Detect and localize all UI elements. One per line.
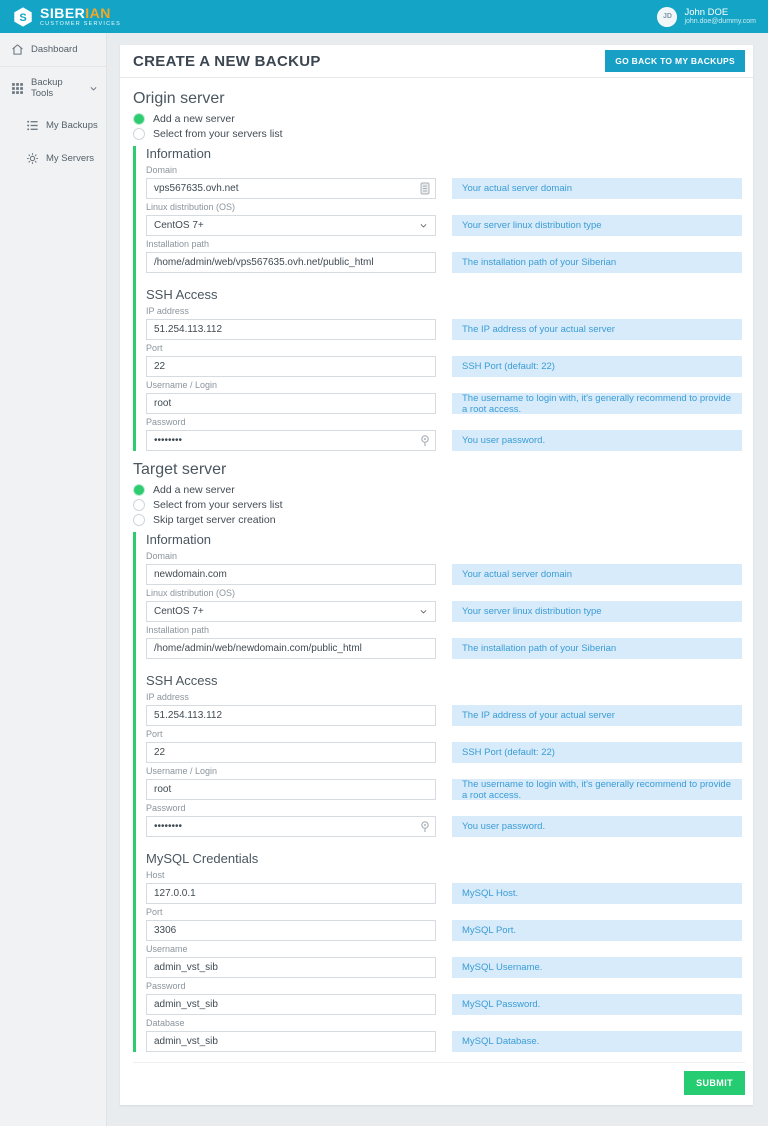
target-linux-distribution-select[interactable] [146, 601, 436, 622]
field-row-target-password [146, 800, 745, 837]
origin-ip-address-input[interactable] [146, 319, 436, 340]
field-label: IP address [146, 306, 189, 316]
origin-ssh-title: SSH Access [146, 287, 218, 302]
brand-name: SIBERIAN [40, 4, 111, 21]
field-row-target-port [146, 726, 745, 763]
origin-radio-select-from-list[interactable] [133, 128, 745, 140]
field-label: Password [146, 803, 186, 813]
svg-text:S: S [19, 11, 27, 24]
field-row-origin-username [146, 377, 745, 414]
field-label: Host [146, 870, 165, 880]
origin-password-input[interactable] [146, 430, 436, 451]
field-help: The username to login with, it's generally recommend to provide a root access. [452, 779, 742, 800]
target-form-group [133, 532, 745, 1052]
field-label: Installation path [146, 625, 210, 635]
field-help: Your server linux distribution type [452, 215, 742, 236]
chevron-down-icon [89, 84, 98, 93]
field-help: SSH Port (default: 22) [452, 742, 742, 763]
sidebar-item-label: My Backups [46, 120, 98, 131]
field-label: Database [146, 1018, 185, 1028]
user-name: John DOE [684, 7, 729, 18]
field-row-origin-ip [146, 303, 745, 340]
target-information-title: Information [146, 532, 212, 547]
sidebar-item-label: My Servers [46, 153, 95, 164]
sidebar-item-my-servers[interactable] [0, 142, 106, 175]
brand-logo[interactable] [12, 6, 121, 28]
field-help: Your actual server domain [452, 178, 742, 199]
sidebar-item-label: Dashboard [31, 44, 78, 55]
submit-button[interactable]: SUBMIT [684, 1071, 745, 1095]
field-row-target-linux [146, 585, 745, 622]
field-row-mysql-host [146, 867, 745, 904]
field-label: Installation path [146, 239, 210, 249]
field-label: Username / Login [146, 380, 218, 390]
target-radio-skip-creation[interactable] [133, 514, 745, 526]
field-row-mysql-database [146, 1015, 745, 1052]
chevron-down-icon [419, 607, 428, 616]
field-label: Password [146, 981, 186, 991]
field-label: Username / Login [146, 766, 218, 776]
radio-label: Select from your servers list [153, 499, 283, 511]
field-help: MySQL Port. [452, 920, 742, 941]
field-row-target-ip [146, 689, 745, 726]
field-label: Domain [146, 551, 178, 561]
radio-label: Add a new server [153, 113, 235, 125]
radio-label: Add a new server [153, 484, 235, 496]
target-username-input[interactable] [146, 779, 436, 800]
brand-text [40, 6, 121, 28]
field-help: Your server linux distribution type [452, 601, 742, 622]
field-help: The IP address of your actual server [452, 319, 742, 340]
radio-label: Skip target server creation [153, 514, 276, 526]
target-section-title: Target server [133, 461, 227, 478]
field-row-origin-domain [146, 162, 745, 199]
origin-form-group [133, 146, 745, 451]
grid-icon [11, 82, 24, 95]
field-help: SSH Port (default: 22) [452, 356, 742, 377]
field-help: MySQL Username. [452, 957, 742, 978]
field-help: The IP address of your actual server [452, 705, 742, 726]
origin-installation-path-input[interactable] [146, 252, 436, 273]
field-help: You user password. [452, 816, 742, 837]
field-row-origin-password [146, 414, 745, 451]
origin-section-title: Origin server [133, 90, 225, 107]
sidebar-item-my-backups[interactable] [0, 109, 106, 142]
sidebar-item-dashboard[interactable] [0, 33, 106, 67]
select-value: CentOS 7+ [154, 606, 204, 617]
gear-icon [26, 152, 39, 165]
target-password-input[interactable] [146, 816, 436, 837]
origin-radio-add-new-server[interactable] [133, 113, 745, 125]
target-mysql-title: MySQL Credentials [146, 851, 259, 866]
list-icon [26, 119, 39, 132]
brand-tagline: CUSTOMER SERVICES [40, 20, 122, 27]
origin-linux-distribution-select[interactable] [146, 215, 436, 236]
field-label: Port [146, 729, 163, 739]
hexagon-logo-icon [12, 6, 34, 28]
user-info [684, 7, 756, 26]
field-help: You user password. [452, 430, 742, 451]
target-domain-input[interactable] [146, 564, 436, 585]
mysql-password-input[interactable] [146, 994, 436, 1015]
form-footer [133, 1062, 745, 1097]
origin-information-title: Information [146, 146, 212, 161]
topbar [0, 0, 768, 33]
password-manager-key-icon[interactable] [419, 820, 431, 833]
autofill-icon[interactable] [419, 182, 431, 195]
field-help: The username to login with, it's generally recommend to provide a root access. [452, 393, 742, 414]
password-manager-key-icon[interactable] [419, 434, 431, 447]
target-radio-select-from-list[interactable] [133, 499, 745, 511]
avatar: JD [657, 7, 677, 27]
mysql-port-input[interactable] [146, 920, 436, 941]
select-value: CentOS 7+ [154, 220, 204, 231]
user-email: john.doe@dummy.com [684, 18, 756, 25]
field-help: Your actual server domain [452, 564, 742, 585]
field-row-mysql-username [146, 941, 745, 978]
field-help: MySQL Password. [452, 994, 742, 1015]
radio-unselected-icon [133, 499, 145, 511]
field-label: Password [146, 417, 186, 427]
field-row-target-username [146, 763, 745, 800]
mysql-host-input[interactable] [146, 883, 436, 904]
field-label: IP address [146, 692, 189, 702]
card-body [120, 78, 753, 1105]
field-label: Linux distribution (OS) [146, 588, 236, 598]
sidebar-item-backup-tools[interactable] [0, 67, 106, 109]
go-back-button[interactable]: GO BACK TO MY BACKUPS [605, 50, 745, 72]
radio-unselected-icon [133, 128, 145, 140]
radio-unselected-icon [133, 514, 145, 526]
radio-selected-icon [133, 113, 145, 125]
field-row-mysql-password [146, 978, 745, 1015]
sidebar-item-label: Backup Tools [31, 77, 63, 99]
field-row-target-install-path [146, 622, 745, 659]
field-help: The installation path of your Siberian [452, 252, 742, 273]
page-title: CREATE A NEW BACKUP [133, 52, 321, 70]
field-help: MySQL Database. [452, 1031, 742, 1052]
field-row-origin-port [146, 340, 745, 377]
field-label: Domain [146, 165, 178, 175]
card-header [120, 45, 753, 78]
radio-label: Select from your servers list [153, 128, 283, 140]
main-area [107, 33, 768, 1126]
field-row-origin-install-path [146, 236, 745, 273]
field-label: Linux distribution (OS) [146, 202, 236, 212]
field-row-origin-linux [146, 199, 745, 236]
create-backup-card [120, 45, 753, 1105]
field-label: Port [146, 907, 163, 917]
field-help: The installation path of your Siberian [452, 638, 742, 659]
user-menu[interactable] [657, 7, 756, 27]
home-icon [11, 43, 24, 56]
field-help: MySQL Host. [452, 883, 742, 904]
field-row-mysql-port [146, 904, 745, 941]
origin-username-input[interactable] [146, 393, 436, 414]
radio-selected-icon [133, 484, 145, 496]
mysql-username-input[interactable] [146, 957, 436, 978]
target-ip-address-input[interactable] [146, 705, 436, 726]
origin-ssh-port-input[interactable] [146, 356, 436, 377]
field-label: Username [146, 944, 188, 954]
origin-domain-input[interactable] [146, 178, 436, 199]
target-ssh-port-input[interactable] [146, 742, 436, 763]
field-label: Port [146, 343, 163, 353]
target-ssh-title: SSH Access [146, 673, 218, 688]
field-row-target-domain [146, 548, 745, 585]
chevron-down-icon [419, 221, 428, 230]
target-installation-path-input[interactable] [146, 638, 436, 659]
target-radio-add-new-server[interactable] [133, 484, 745, 496]
mysql-database-input[interactable] [146, 1031, 436, 1052]
sidebar [0, 33, 107, 1126]
